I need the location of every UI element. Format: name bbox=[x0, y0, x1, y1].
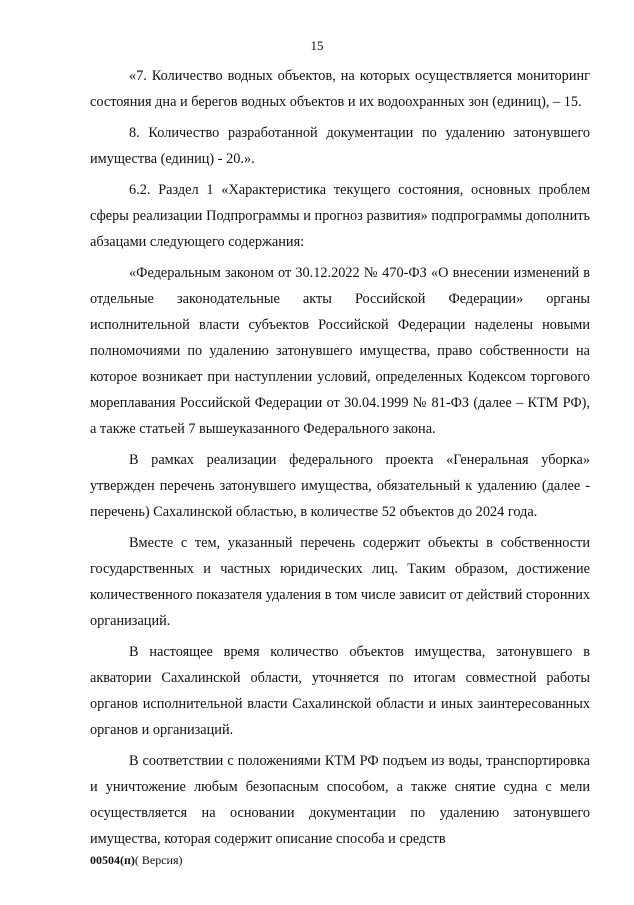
document-version: ( Версия) bbox=[134, 853, 183, 867]
paragraph-indicator-7: «7. Количество водных объектов, на которых осуществляется мониторинг состояния дна и берегов водных объектов и их водоохранных зон (единиц), – 15. bbox=[90, 68, 590, 110]
paragraph-current-count: В настоящее время количество объектов имущества, затонувшего в акватории Сахалинской области, уточняется по итогам совместной работы органов исполнительной власти Сахалинской области и иных заинтересованных органов и организаций. bbox=[90, 644, 590, 738]
paragraph-general-cleanup: В рамках реализации федерального проекта «Генеральная уборка» утвержден перечень затонувшего имущества, обязательный к удалению (далее - перечень) Сахалинской областью, в количестве 52 объектов до 2024 года. bbox=[90, 452, 590, 520]
page-number: 15 bbox=[310, 38, 324, 53]
document-footer bbox=[90, 852, 183, 868]
document-code: 00504(п) bbox=[90, 853, 135, 867]
paragraph-ktm-provisions: В соответствии с положениями КТМ РФ подъем из воды, транспортировка и уничтожение любым безопасным способом, а также снятие судна с мели осуществляется на основании документации по удалению затонувшего имущества, которая содержит описание способа и средств bbox=[90, 753, 590, 847]
paragraph-federal-law: «Федеральным законом от 30.12.2022 № 470-ФЗ «О внесении изменений в отдельные законодательные акты Российской Федерации» органы исполнительной власти субъектов Российской Федерации наделены новыми полномочиями по удалению затонувшего имущества, право собственности на которое возникает при наступлении условий, определенных Кодексом торгового мореплавания Российской Федерации от 30.04.1999 № 81-ФЗ (далее – КТМ РФ), а также статьей 7 вышеуказанного Федерального закона. bbox=[90, 265, 590, 437]
document-body bbox=[90, 63, 590, 852]
paragraph-section-6-2: 6.2. Раздел 1 «Характеристика текущего состояния, основных проблем сферы реализации Подпрограммы и прогноз развития» подпрограммы дополнить абзацами следующего содержания: bbox=[90, 182, 590, 250]
paragraph-ownership: Вместе с тем, указанный перечень содержит объекты в собственности государственных и частных юридических лиц. Таким образом, достижение количественного показателя удаления в том числе зависит от действий сторонних организаций. bbox=[90, 535, 590, 629]
paragraph-indicator-8: 8. Количество разработанной документации по удалению затонувшего имущества (единиц) - 20.». bbox=[90, 125, 590, 167]
